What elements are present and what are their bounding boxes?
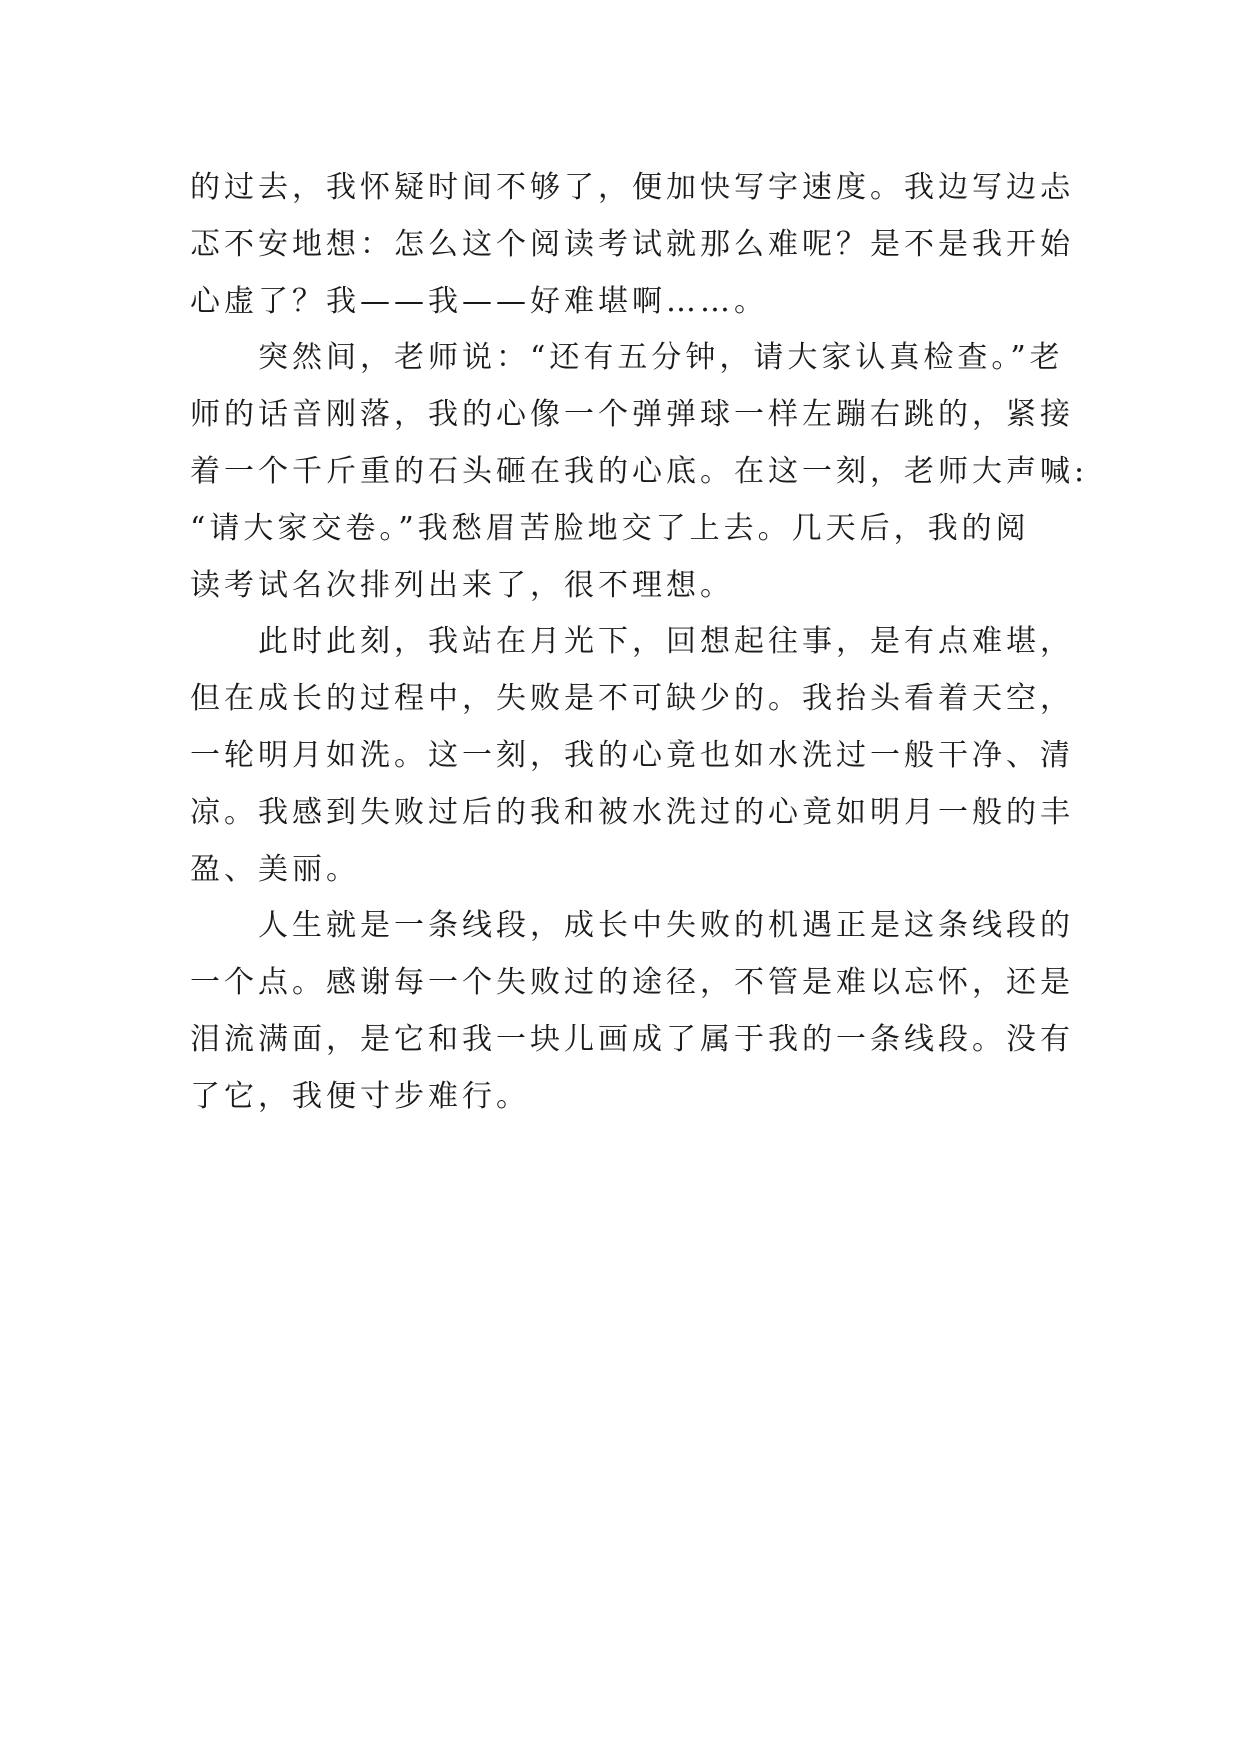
text-line: 心虚了？我——我——好难堪啊……。 xyxy=(190,283,768,319)
text-line: 凉。我感到失败过后的我和被水洗过的心竟如明月一般的丰 xyxy=(190,794,1074,830)
text-line: 师的话音刚落，我的心像一个弹弹球一样左蹦右跳的，紧接 xyxy=(190,397,1074,433)
text-line: “请大家交卷。”我愁眉苦脸地交了上去。几天后，我的阅 xyxy=(190,510,1030,546)
text-line: 了它，我便寸步难行。 xyxy=(190,1078,530,1114)
text-line: 一轮明月如洗。这一刻，我的心竟也如水洗过一般干净、清 xyxy=(190,737,1074,773)
text-line: 人生就是一条线段，成长中失败的机遇正是这条线段的 xyxy=(190,908,1074,944)
text-line: 但在成长的过程中，失败是不可缺少的。我抬头看着天空， xyxy=(190,681,1074,717)
text-line: 此时此刻，我站在月光下，回想起往事，是有点难堪， xyxy=(190,624,1074,660)
text-line: 读考试名次排列出来了，很不理想。 xyxy=(190,567,734,603)
essay-text xyxy=(190,160,1089,1126)
text-line: 着一个千斤重的石头砸在我的心底。在这一刻，老师大声喊: xyxy=(190,453,1089,489)
text-line: 泪流满面，是它和我一块儿画成了属于我的一条线段。没有 xyxy=(190,1021,1074,1057)
text-line: 盈、美丽。 xyxy=(190,851,360,887)
text-line: 突然间，老师说：“还有五分钟，请大家认真检查。”老 xyxy=(190,340,1064,376)
text-line: 一个点。感谢每一个失败过的途径，不管是难以忘怀，还是 xyxy=(190,965,1074,1001)
text-line: 忑不安地想：怎么这个阅读考试就那么难呢？是不是我开始 xyxy=(190,226,1074,262)
text-line: 的过去，我怀疑时间不够了，便加快写字速度。我边写边忐 xyxy=(190,170,1074,205)
